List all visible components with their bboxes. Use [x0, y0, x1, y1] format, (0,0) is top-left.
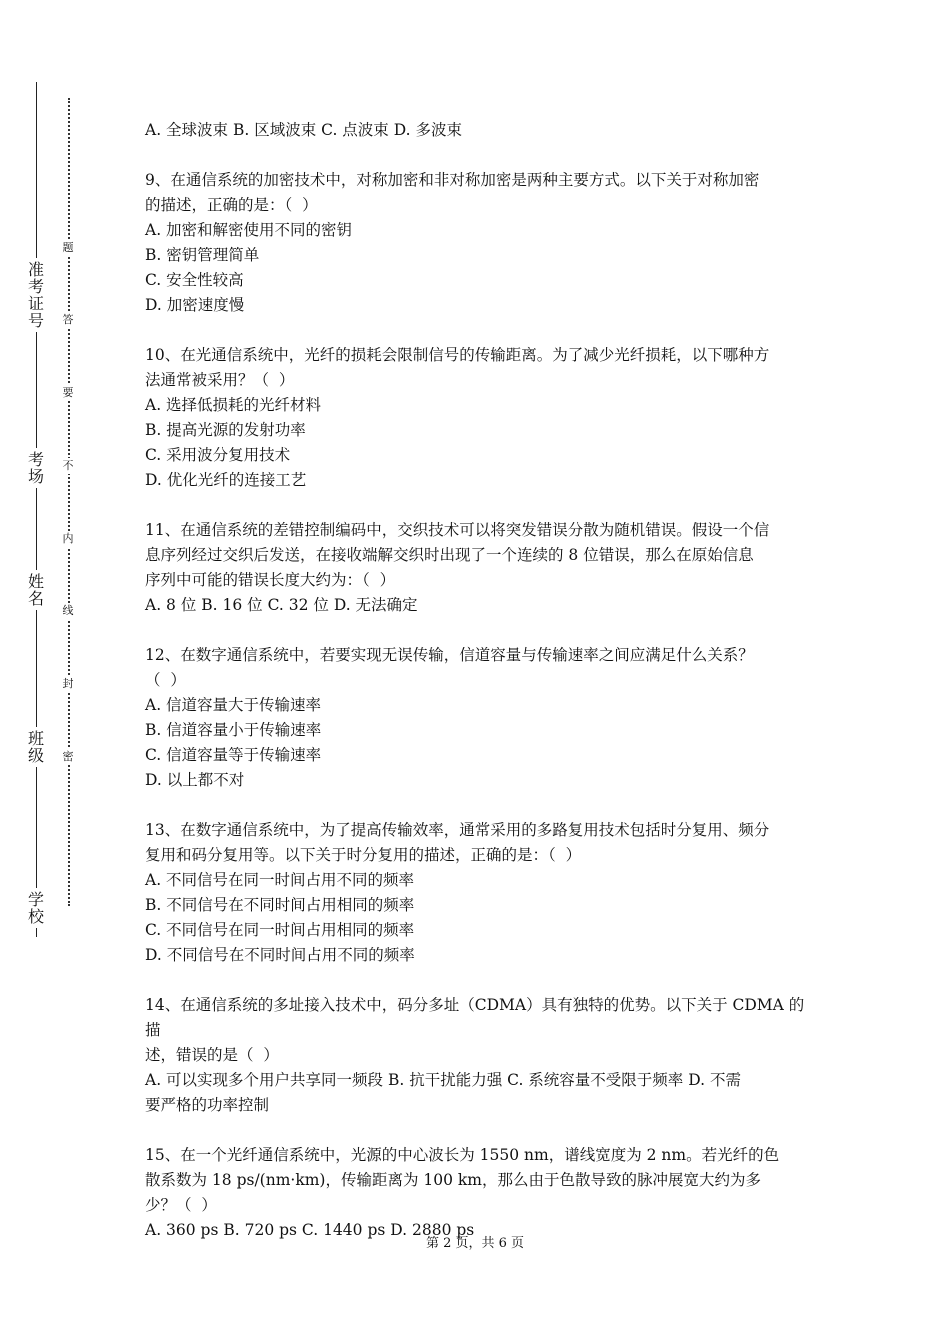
seal-char: 线 [62, 604, 74, 617]
question-line: 散系数为 18 ps/(nm·km)，传输距离为 100 km，那么由于色散导致的脉冲展宽大约为多 [145, 1171, 761, 1189]
seal-char: 要 [62, 386, 74, 399]
question-line: 复用和码分复用等。以下关于时分复用的描述，正确的是：（ ） [145, 846, 582, 864]
question-line: 序列中可能的错误长度大约为：（ ） [145, 571, 396, 589]
question-option: C. 不同信号在同一时间占用相同的频率 [145, 921, 415, 939]
question-line: 10、在光通信系统中，光纤的损耗会限制信号的传输距离。为了减少光纤损耗，以下哪种方 [145, 346, 770, 364]
seal-char: 答 [62, 313, 74, 326]
question-line: 14、在通信系统的多址接入技术中，码分多址（CDMA）具有独特的优势。以下关于 CDMA 的描 [145, 996, 805, 1039]
question-line: 法通常被采用？（ ） [145, 371, 295, 389]
seal-char: 封 [62, 677, 74, 690]
question-12 [145, 643, 810, 793]
question-option: C. 采用波分复用技术 [145, 446, 291, 464]
seal-char: 内 [62, 532, 74, 545]
question-14 [145, 993, 810, 1118]
seal-char: 题 [62, 241, 74, 254]
seal-char: 密 [62, 750, 74, 763]
question-15 [145, 1143, 810, 1243]
question-option: 要严格的功率控制 [145, 1096, 270, 1114]
question-line: 的描述，正确的是：（ ） [145, 196, 318, 214]
question-option: D. 不同信号在不同时间占用不同的频率 [145, 946, 415, 964]
question-option: A. 可以实现多个用户共享同一频段 B. 抗干扰能力强 C. 系统容量不受限于频率 D. 不需 [145, 1071, 741, 1089]
field-name-label: 姓名 [25, 570, 47, 610]
question-13 [145, 818, 810, 968]
question-11 [145, 518, 810, 618]
question-line: 9、在通信系统的加密技术中，对称加密和非对称加密是两种主要方式。以下关于对称加密 [145, 171, 760, 189]
field-class-label: 班级 [25, 727, 47, 767]
question-option: C. 安全性较高 [145, 271, 244, 289]
question-option: A. 8 位 B. 16 位 C. 32 位 D. 无法确定 [145, 596, 418, 614]
question-option: D. 加密速度慢 [145, 296, 245, 314]
question-8-options [145, 118, 810, 143]
question-option: A. 选择低损耗的光纤材料 [145, 396, 322, 414]
question-10 [145, 343, 810, 493]
question-option: B. 提高光源的发射功率 [145, 421, 306, 439]
binding-line [36, 82, 37, 937]
question-option: A. 360 ps B. 720 ps C. 1440 ps D. 2880 ps [145, 1221, 475, 1239]
question-line: 11、在通信系统的差错控制编码中，交织技术可以将突发错误分散为随机错误。假设一个信 [145, 521, 770, 539]
question-option: A. 加密和解密使用不同的密钥 [145, 221, 353, 239]
page-number-footer: 第 2 页，共 6 页 [425, 1236, 525, 1251]
field-school-label: 学校 [25, 888, 47, 928]
field-exam-id-label: 准考证号 [25, 258, 47, 332]
question-line: 息序列经过交织后发送，在接收端解交织时出现了一个连续的 8 位错误，那么在原始信息 [145, 546, 754, 564]
question-option: B. 信道容量小于传输速率 [145, 721, 322, 739]
binding-margin [0, 0, 100, 1344]
question-line: A. 全球波束 B. 区域波束 C. 点波束 D. 多波束 [145, 121, 462, 139]
question-list [145, 118, 810, 1243]
question-line: 15、在一个光纤通信系统中，光源的中心波长为 1550 nm，谱线宽度为 2 nm。若光纤的色 [145, 1146, 780, 1164]
question-option: D. 以上都不对 [145, 771, 245, 789]
question-line: 少？（ ） [145, 1196, 217, 1214]
question-line: 述，错误的是（ ） [145, 1046, 279, 1064]
question-option: D. 优化光纤的连接工艺 [145, 471, 307, 489]
question-option: A. 不同信号在同一时间占用不同的频率 [145, 871, 415, 889]
question-9 [145, 168, 810, 318]
field-exam-room-label: 考场 [25, 448, 47, 488]
question-option: C. 信道容量等于传输速率 [145, 746, 322, 764]
question-option: B. 不同信号在不同时间占用相同的频率 [145, 896, 415, 914]
question-line: 12、在数字通信系统中，若要实现无误传输，信道容量与传输速率之间应满足什么关系？ [145, 646, 754, 664]
question-option: B. 密钥管理简单 [145, 246, 260, 264]
question-option: A. 信道容量大于传输速率 [145, 696, 322, 714]
seal-dotted-line [68, 98, 70, 906]
seal-char: 不 [62, 459, 74, 472]
question-line: 13、在数字通信系统中，为了提高传输效率，通常采用的多路复用技术包括时分复用、频分 [145, 821, 770, 839]
question-line: （ ） [145, 671, 186, 689]
